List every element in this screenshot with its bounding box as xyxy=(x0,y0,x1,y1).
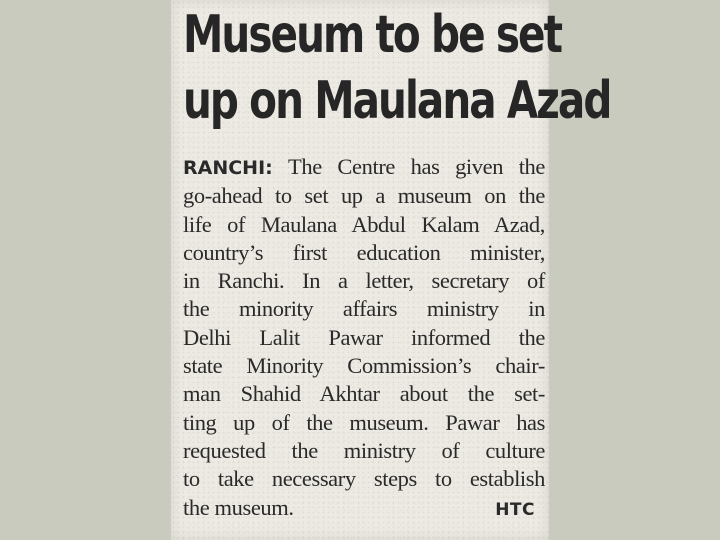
body-line: state Minority Commission’s chair- xyxy=(183,353,545,379)
body-line-last: the museum. xyxy=(183,494,294,520)
headline-line-2: up on Maulana Azad xyxy=(183,71,611,131)
credit-tag: HTC xyxy=(495,499,535,520)
body-line: the minority affairs ministry in xyxy=(183,296,545,322)
body-line: to take necessary steps to establish xyxy=(183,466,545,492)
body-line: in Ranchi. In a letter, secretary of xyxy=(183,268,545,294)
newspaper-clipping xyxy=(171,0,611,540)
body-line: Delhi Lalit Pawar informed the xyxy=(183,324,545,350)
body-line: life of Maulana Abdul Kalam Azad, xyxy=(183,211,545,237)
last-line xyxy=(183,494,545,524)
body-line: man Shahid Akhtar about the set- xyxy=(183,381,545,407)
body-line-1-text: The Centre has given the xyxy=(288,154,545,179)
headline-line-1: Museum to be set xyxy=(183,5,562,65)
article-body xyxy=(183,153,545,524)
dateline: RANCHI: xyxy=(183,157,273,179)
headline xyxy=(183,2,611,134)
body-line: country’s first education minister, xyxy=(183,239,545,265)
body-line: requested the ministry of culture xyxy=(183,437,545,463)
body-line: go-ahead to set up a museum on the xyxy=(183,183,545,209)
body-line: ting up of the museum. Pawar has xyxy=(183,409,545,435)
body-line xyxy=(183,153,545,182)
